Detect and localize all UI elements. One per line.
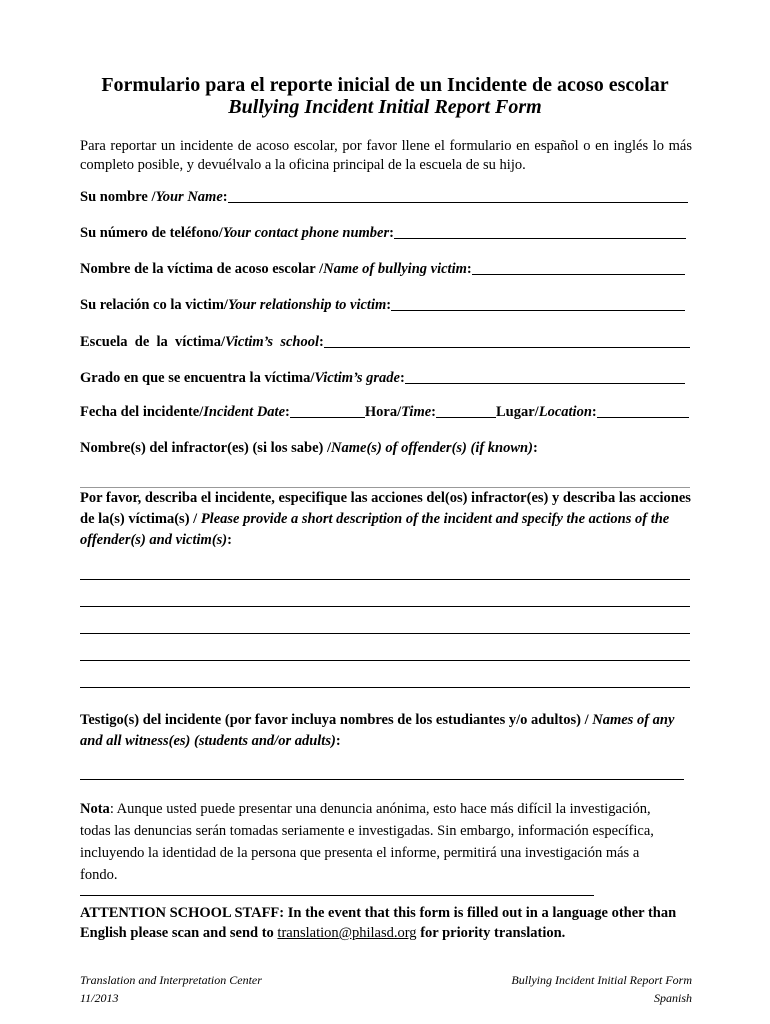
footer-left	[80, 971, 262, 1007]
your-name-input-line[interactable]	[228, 188, 688, 203]
offenders-field	[80, 437, 690, 457]
description-line-3[interactable]	[80, 633, 690, 634]
incident-time-label-en: Time	[401, 404, 432, 420]
witnesses-prompt	[80, 710, 692, 752]
your-name-field	[80, 186, 688, 206]
relationship-field	[80, 294, 685, 314]
incident-date-label-en: Incident Date	[203, 404, 286, 420]
incident-location-colon: :	[591, 404, 597, 420]
nota-paragraph	[80, 798, 680, 886]
witnesses-prompt-colon: :	[335, 733, 341, 749]
footer-language: Spanish	[653, 991, 692, 1005]
witnesses-input-line[interactable]	[80, 779, 684, 780]
victim-school-input-line[interactable]	[324, 333, 690, 348]
description-prompt-colon: :	[227, 532, 232, 548]
phone-field	[80, 222, 686, 242]
victim-name-label-en: Name of bullying victim	[323, 261, 467, 277]
incident-location-label-es: Lugar/	[496, 404, 539, 420]
incident-time-colon: :	[431, 404, 437, 420]
victim-school-colon: :	[319, 334, 324, 350]
footer-center-name: Translation and Interpretation Center	[80, 973, 262, 987]
victim-grade-field	[80, 367, 685, 387]
witnesses-prompt-es: Testigo(s) del incidente (por favor incluya nombres de los estudiantes y/o adultos) /	[80, 712, 593, 728]
description-prompt-en: Please provide a short description of the incident and specify the actions of the offender(s) and victim(s)	[80, 511, 670, 548]
translation-email-link[interactable]: translation@philasd.org	[277, 925, 417, 941]
footer-form-name: Bullying Incident Initial Report Form	[511, 973, 692, 987]
victim-name-label-es: Nombre de la víctima de acoso escolar /	[80, 261, 324, 277]
your-name-label-es: Su nombre /	[80, 189, 156, 205]
description-line-4[interactable]	[80, 660, 690, 661]
victim-school-label-en: Victim’s school	[225, 334, 319, 350]
incident-date-input-line[interactable]	[290, 403, 365, 418]
victim-grade-colon: :	[399, 370, 405, 386]
footer-right	[511, 971, 692, 1007]
incident-location-label-en: Location	[538, 404, 592, 420]
incident-date-colon: :	[285, 404, 290, 420]
nota-text: : Aunque usted puede presentar una denuncia anónima, esto hace más difícil la investigación, todas las denuncias serán tomadas seriamente e investigadas. Sin embargo, información específica, incluyendo la identidad de la persona que presenta el informe, permitirá una investigación más a fondo.	[80, 801, 654, 883]
description-prompt	[80, 488, 692, 551]
victim-name-input-line[interactable]	[472, 260, 685, 275]
phone-label-en: Your contact phone number	[222, 225, 390, 241]
victim-grade-input-line[interactable]	[405, 369, 685, 384]
description-line-2[interactable]	[80, 606, 690, 607]
victim-grade-label-es: Grado en que se encuentra la víctima/	[80, 370, 315, 386]
victim-grade-label-en: Victim’s grade	[314, 370, 400, 386]
form-title-spanish: Formulario para el reporte inicial de un Incidente de acoso escolar	[101, 74, 669, 96]
staff-section-divider	[80, 895, 594, 896]
offenders-label-es: Nombre(s) del infractor(es) (si los sabe) /	[80, 440, 332, 456]
victim-school-label-es: Escuela de la víctima/	[80, 334, 225, 350]
relationship-input-line[interactable]	[391, 296, 685, 311]
your-name-colon: :	[222, 189, 228, 205]
description-line-5[interactable]	[80, 687, 690, 688]
incident-date-label-es: Fecha del incidente/	[80, 404, 204, 420]
attention-staff-notice	[80, 903, 700, 943]
phone-colon: :	[389, 225, 394, 241]
attention-tail: for priority translation.	[416, 925, 566, 941]
description-prompt-es: Por favor, describa el incidente, especifique las acciones del(os) infractor(es) y describa las acciones de la(s) víctima(s) /	[80, 490, 691, 527]
relationship-label-es: Su relación co la victim/	[80, 297, 228, 313]
attention-text: ATTENTION SCHOOL STAFF: In the event that this form is filled out in a language other than English please scan and send to	[80, 905, 677, 941]
witnesses-prompt-en: Names of any and all witness(es) (students and/or adults)	[80, 712, 675, 749]
date-time-location-field	[80, 401, 689, 421]
phone-label-es: Su número de teléfono/	[80, 225, 223, 241]
form-title-english: Bullying Incident Initial Report Form	[228, 96, 542, 118]
offenders-colon: :	[532, 440, 538, 456]
footer-date: 11/2013	[80, 991, 119, 1005]
your-name-label-en: Your Name	[155, 189, 223, 205]
victim-name-colon: :	[466, 261, 472, 277]
relationship-label-en: Your relationship to victim	[227, 297, 387, 313]
incident-location-input-line[interactable]	[597, 403, 689, 418]
victim-name-field	[80, 258, 685, 278]
nota-label: Nota	[80, 801, 110, 817]
relationship-colon: :	[386, 297, 392, 313]
offenders-label-en: Name(s) of offender(s) (if known)	[331, 440, 533, 456]
victim-school-field	[80, 331, 690, 351]
intro-instructions: Para reportar un incidente de acoso escolar, por favor llene el formulario en español o en inglés lo más completo posible, y devuélvalo a la oficina principal de la escuela de su hijo.	[80, 138, 692, 173]
incident-time-input-line[interactable]	[436, 403, 496, 418]
description-line-1[interactable]	[80, 579, 690, 580]
phone-input-line[interactable]	[394, 224, 686, 239]
incident-time-label-es: Hora/	[364, 404, 402, 420]
